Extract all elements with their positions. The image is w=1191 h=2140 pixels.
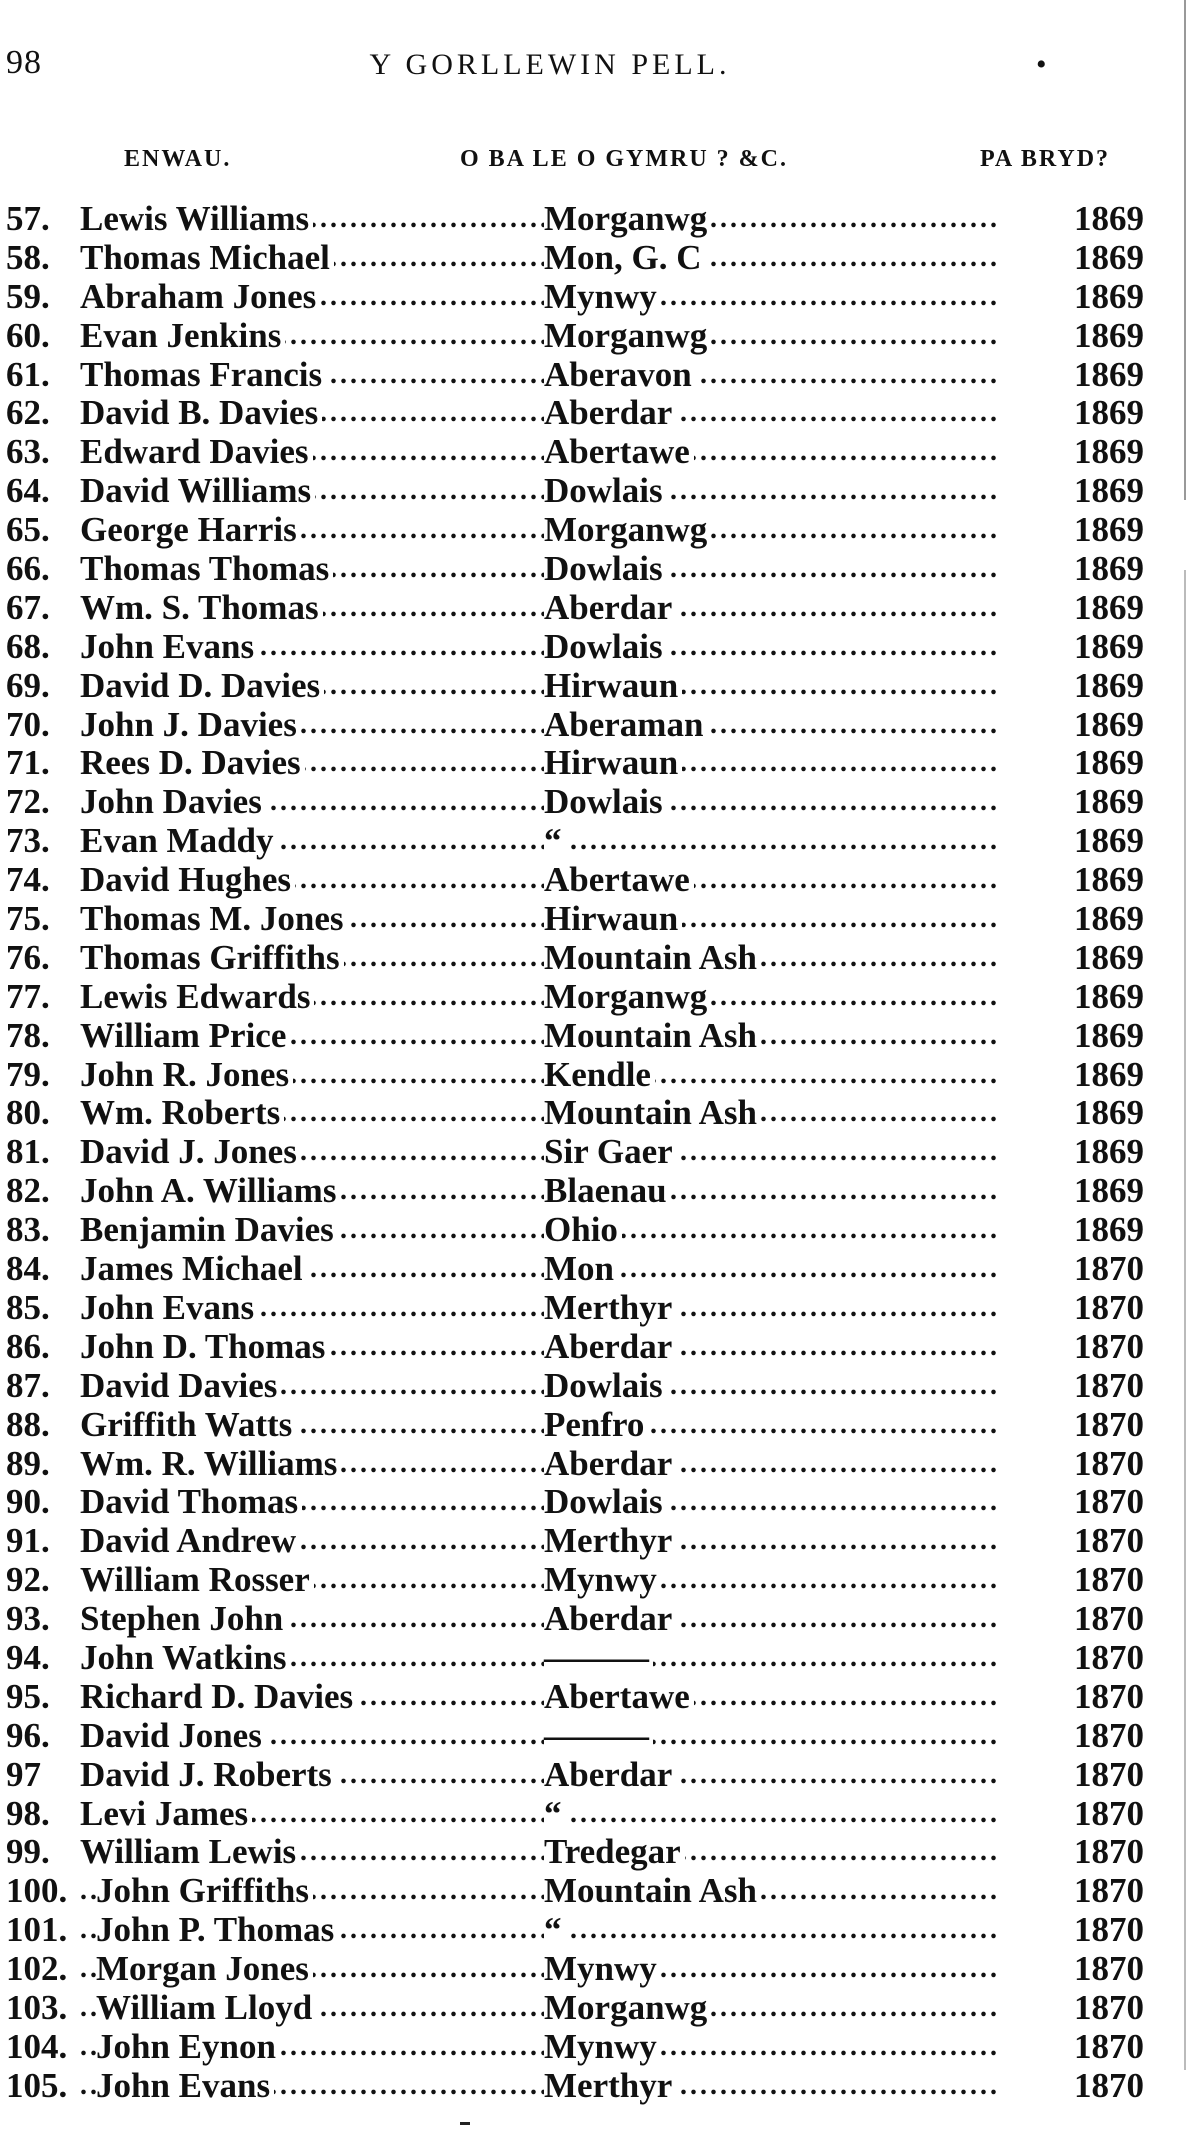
entry-number: 104. <box>6 2026 68 2066</box>
entry-year: 1870 <box>1074 1482 1144 1522</box>
entry-number: 85. <box>6 1287 50 1327</box>
entry-place: Kendle <box>544 1056 655 1095</box>
entry-number: 84. <box>6 1249 50 1289</box>
entry-year: 1870 <box>1074 1676 1144 1716</box>
page-edge-rule <box>1184 570 1186 2070</box>
entry-name: Evan Jenkins <box>80 317 285 356</box>
entry-name: Thomas M. Jones <box>80 900 348 939</box>
entry-name: William Price <box>80 1017 290 1056</box>
entry-name: John P. Thomas <box>96 1911 338 1950</box>
entry-number: 88. <box>6 1404 50 1444</box>
entry-place: Morganwg <box>544 511 711 550</box>
list-item <box>0 706 1150 745</box>
list-item <box>0 822 1150 861</box>
entry-name: David Hughes <box>80 861 295 900</box>
entry-year: 1869 <box>1074 860 1144 900</box>
entry-year: 1869 <box>1074 354 1144 394</box>
entry-place: Abertawe <box>544 1678 694 1717</box>
list-item <box>0 1911 1150 1950</box>
entry-name: Thomas Griffiths <box>80 939 344 978</box>
list-item <box>0 861 1150 900</box>
entry-place: Merthyr <box>544 1522 676 1561</box>
list-item <box>0 978 1150 1017</box>
entry-place: Mynwy <box>544 278 661 317</box>
entry-name: Rees D. Davies <box>80 744 305 783</box>
entry-number: 62. <box>6 393 50 433</box>
entry-name: Wm. R. Williams <box>80 1445 341 1484</box>
entry-place: Aberdar <box>544 1600 676 1639</box>
entry-number: 59. <box>6 276 50 316</box>
entry-place: Aberavon <box>544 356 696 395</box>
entry-place: Mountain Ash <box>544 939 761 978</box>
entry-number: 60. <box>6 315 50 355</box>
entry-number: 101. <box>6 1910 68 1950</box>
entry-year: 1870 <box>1074 1754 1144 1794</box>
entry-name: David Williams <box>80 472 315 511</box>
running-title: Y GORLLEWIN PELL. <box>369 48 731 81</box>
entry-place: Abertawe <box>544 861 694 900</box>
entry-year: 1869 <box>1074 315 1144 355</box>
entry-name: John Griffiths <box>96 1872 313 1911</box>
list-item <box>0 2028 1150 2067</box>
entry-year: 1870 <box>1074 2026 1144 2066</box>
entry-year: 1869 <box>1074 1093 1144 1133</box>
entry-place: Morganwg <box>544 1989 711 2028</box>
entry-number: 74. <box>6 860 50 900</box>
list-item <box>0 1056 1150 1095</box>
entry-year: 1869 <box>1074 237 1144 277</box>
entry-name: Lewis Edwards <box>80 978 314 1017</box>
entry-place: Aberdar <box>544 1328 676 1367</box>
entry-number: 72. <box>6 782 50 822</box>
list-item <box>0 1600 1150 1639</box>
entry-year: 1869 <box>1074 821 1144 861</box>
list-item <box>0 1172 1150 1211</box>
list-item <box>0 1094 1150 1133</box>
list-item <box>0 783 1150 822</box>
list-item <box>0 1250 1150 1289</box>
entry-place: Dowlais <box>544 1367 667 1406</box>
entry-name: William Rosser <box>80 1561 314 1600</box>
entry-name: Griffith Watts <box>80 1406 296 1445</box>
entry-place: Morganwg <box>544 978 711 1017</box>
entry-place: Mountain Ash <box>544 1094 761 1133</box>
list-item <box>0 433 1150 472</box>
entry-place: Morganwg <box>544 200 711 239</box>
list-item <box>0 1289 1150 1328</box>
entry-name: Thomas Francis <box>80 356 326 395</box>
entry-number: 68. <box>6 626 50 666</box>
entry-year: 1869 <box>1074 743 1144 783</box>
entry-year: 1869 <box>1074 782 1144 822</box>
entry-number: 99. <box>6 1832 50 1872</box>
entry-number: 93. <box>6 1599 50 1639</box>
column-headers <box>0 146 1191 180</box>
entry-number: 79. <box>6 1054 50 1094</box>
list-item <box>0 939 1150 978</box>
entry-number: 100. <box>6 1871 68 1911</box>
entry-year: 1870 <box>1074 1871 1144 1911</box>
entry-number: 75. <box>6 899 50 939</box>
column-header-name: ENWAU. <box>124 146 232 172</box>
entry-number: 102. <box>6 1949 68 1989</box>
entry-place: Aberdar <box>544 394 676 433</box>
entry-name: Thomas Michael <box>80 239 334 278</box>
entry-place: Dowlais <box>544 1483 667 1522</box>
list-item <box>0 1833 1150 1872</box>
list-item <box>0 1367 1150 1406</box>
entry-year: 1869 <box>1074 1132 1144 1172</box>
entry-place: Hirwaun <box>544 667 682 706</box>
list-item <box>0 317 1150 356</box>
entry-name: David D. Davies <box>80 667 324 706</box>
entry-year: 1869 <box>1074 1171 1144 1211</box>
entry-number: 77. <box>6 976 50 1016</box>
entry-name: Levi James <box>80 1795 252 1834</box>
entry-year: 1869 <box>1074 665 1144 705</box>
entry-name: Thomas Thomas <box>80 550 333 589</box>
entry-year: 1869 <box>1074 432 1144 472</box>
entry-year: 1870 <box>1074 1793 1144 1833</box>
entry-number: 70. <box>6 704 50 744</box>
entry-year: 1869 <box>1074 704 1144 744</box>
list-item <box>0 1133 1150 1172</box>
entry-year: 1869 <box>1074 587 1144 627</box>
list-item <box>0 1406 1150 1445</box>
entry-number: 83. <box>6 1210 50 1250</box>
entry-number: 76. <box>6 937 50 977</box>
entry-name: Evan Maddy <box>80 822 278 861</box>
entry-place: Tredegar <box>544 1833 685 1872</box>
list-item <box>0 1872 1150 1911</box>
column-header-place: O BA LE O GYMRU ? &C. <box>460 146 789 172</box>
list-item <box>0 589 1150 628</box>
emigrant-list <box>0 200 1150 2106</box>
entry-name: David Jones <box>80 1717 266 1756</box>
entry-place: Mountain Ash <box>544 1017 761 1056</box>
list-item <box>0 667 1150 706</box>
entry-number: 89. <box>6 1443 50 1483</box>
entry-name: Wm. S. Thomas <box>80 589 323 628</box>
entry-name: John A. Williams <box>80 1172 340 1211</box>
list-item <box>0 356 1150 395</box>
entry-place: Aberdar <box>544 1445 676 1484</box>
entry-name: John Evans <box>96 2067 274 2106</box>
bullet-mark: • <box>1036 48 1047 81</box>
list-item <box>0 628 1150 667</box>
entry-name: John R. Jones <box>80 1056 293 1095</box>
entry-year: 1870 <box>1074 1832 1144 1872</box>
entry-name: John Eynon <box>96 2028 280 2067</box>
list-item <box>0 2067 1150 2106</box>
entry-year: 1869 <box>1074 1210 1144 1250</box>
entry-place: Mynwy <box>544 2028 661 2067</box>
entry-name: John Evans <box>80 628 258 667</box>
entry-year: 1869 <box>1074 1054 1144 1094</box>
entry-place: Hirwaun <box>544 900 682 939</box>
entry-name: Wm. Roberts <box>80 1094 284 1133</box>
entry-number: 63. <box>6 432 50 472</box>
entry-place: Abertawe <box>544 433 694 472</box>
entry-number: 58. <box>6 237 50 277</box>
entry-name: David Davies <box>80 1367 281 1406</box>
entry-year: 1869 <box>1074 1015 1144 1055</box>
entry-place: Ohio <box>544 1211 622 1250</box>
entry-number: 103. <box>6 1987 68 2027</box>
entry-name: David B. Davies <box>80 394 322 433</box>
entry-place: Aberdar <box>544 589 676 628</box>
entry-year: 1870 <box>1074 1443 1144 1483</box>
entry-number: 86. <box>6 1326 50 1366</box>
entry-place: Aberaman <box>544 706 707 745</box>
entry-name: William Lewis <box>80 1833 300 1872</box>
entry-place: “ <box>544 1911 566 1950</box>
entry-place: Aberdar <box>544 1756 676 1795</box>
entry-year: 1870 <box>1074 1404 1144 1444</box>
entry-year: 1869 <box>1074 899 1144 939</box>
list-item <box>0 1522 1150 1561</box>
entry-place: Dowlais <box>544 783 667 822</box>
entry-year: 1869 <box>1074 510 1144 550</box>
entry-number: 78. <box>6 1015 50 1055</box>
entry-place: ——— <box>544 1717 653 1756</box>
entry-place: Mynwy <box>544 1561 661 1600</box>
entry-year: 1870 <box>1074 1287 1144 1327</box>
entry-place: ——— <box>544 1639 653 1678</box>
entry-name: John D. Thomas <box>80 1328 329 1367</box>
entry-place: Merthyr <box>544 2067 676 2106</box>
entry-name: Abraham Jones <box>80 278 320 317</box>
entry-year: 1869 <box>1074 471 1144 511</box>
list-item <box>0 200 1150 239</box>
entry-year: 1869 <box>1074 937 1144 977</box>
entry-year: 1869 <box>1074 393 1144 433</box>
entry-year: 1870 <box>1074 1560 1144 1600</box>
entry-year: 1870 <box>1074 1326 1144 1366</box>
list-item <box>0 1445 1150 1484</box>
entry-year: 1870 <box>1074 1249 1144 1289</box>
list-item <box>0 900 1150 939</box>
entry-number: 66. <box>6 549 50 589</box>
list-item <box>0 1017 1150 1056</box>
entry-number: 91. <box>6 1521 50 1561</box>
entry-number: 61. <box>6 354 50 394</box>
entry-name: David Andrew <box>80 1522 300 1561</box>
entry-place: Morganwg <box>544 317 711 356</box>
entry-year: 1869 <box>1074 626 1144 666</box>
entry-number: 57. <box>6 199 50 238</box>
entry-name: Benjamin Davies <box>80 1211 338 1250</box>
entry-place: Blaenau <box>544 1172 671 1211</box>
entry-name: John Davies <box>80 783 266 822</box>
entry-name: Morgan Jones <box>96 1950 313 1989</box>
entry-name: James Michael <box>80 1250 307 1289</box>
entry-name: John Evans <box>80 1289 258 1328</box>
list-item <box>0 550 1150 589</box>
entry-name: Richard D. Davies <box>80 1678 357 1717</box>
entry-place: Mon <box>544 1250 618 1289</box>
entry-place: Dowlais <box>544 550 667 589</box>
entry-place: Penfro <box>544 1406 648 1445</box>
list-item <box>0 1950 1150 1989</box>
entry-year: 1870 <box>1074 1910 1144 1950</box>
entry-place: Sir Gaer <box>544 1133 677 1172</box>
entry-number: 95. <box>6 1676 50 1716</box>
entry-year: 1870 <box>1074 1715 1144 1755</box>
entry-year: 1869 <box>1074 549 1144 589</box>
list-item <box>0 1756 1150 1795</box>
entry-year: 1870 <box>1074 1599 1144 1639</box>
entry-number: 81. <box>6 1132 50 1172</box>
list-item <box>0 1717 1150 1756</box>
entry-number: 64. <box>6 471 50 511</box>
entry-year: 1869 <box>1074 976 1144 1016</box>
entry-number: 73. <box>6 821 50 861</box>
entry-place: Mynwy <box>544 1950 661 1989</box>
entry-year: 1870 <box>1074 1949 1144 1989</box>
entry-name: Edward Davies <box>80 433 313 472</box>
entry-place: “ <box>544 822 566 861</box>
list-item <box>0 472 1150 511</box>
entry-place: Hirwaun <box>544 744 682 783</box>
page-header <box>0 44 1191 84</box>
entry-place: Merthyr <box>544 1289 676 1328</box>
entry-name: Lewis Williams <box>80 200 313 239</box>
list-item <box>0 744 1150 783</box>
footer-mark <box>460 2122 470 2125</box>
entry-name: John J. Davies <box>80 706 301 745</box>
entry-name: William Lloyd <box>96 1989 316 2028</box>
list-item <box>0 278 1150 317</box>
entry-number: 94. <box>6 1637 50 1677</box>
list-item <box>0 1561 1150 1600</box>
entry-name: David J. Roberts <box>80 1756 336 1795</box>
list-item <box>0 239 1150 278</box>
list-item <box>0 394 1150 433</box>
entry-name: Stephen John <box>80 1600 287 1639</box>
entry-year: 1870 <box>1074 1987 1144 2027</box>
entry-year: 1870 <box>1074 1365 1144 1405</box>
list-item <box>0 1678 1150 1717</box>
list-item <box>0 1328 1150 1367</box>
column-header-year: PA BRYD? <box>980 146 1111 172</box>
entry-number: 105. <box>6 2065 68 2105</box>
entry-number: 82. <box>6 1171 50 1211</box>
entry-year: 1870 <box>1074 2065 1144 2105</box>
entry-number: 65. <box>6 510 50 550</box>
list-item <box>0 1795 1150 1834</box>
entry-year: 1870 <box>1074 1637 1144 1677</box>
entry-number: 97 <box>6 1754 41 1794</box>
entry-number: 90. <box>6 1482 50 1522</box>
entry-number: 87. <box>6 1365 50 1405</box>
entry-place: “ <box>544 1795 566 1834</box>
entry-number: 98. <box>6 1793 50 1833</box>
entry-number: 67. <box>6 587 50 627</box>
entry-name: John Watkins <box>80 1639 291 1678</box>
entry-year: 1870 <box>1074 1521 1144 1561</box>
list-item <box>0 1483 1150 1522</box>
entry-place: Dowlais <box>544 472 667 511</box>
entry-name: David Thomas <box>80 1483 302 1522</box>
entry-year: 1869 <box>1074 276 1144 316</box>
entry-number: 69. <box>6 665 50 705</box>
entry-name: David J. Jones <box>80 1133 301 1172</box>
entry-number: 96. <box>6 1715 50 1755</box>
entry-number: 80. <box>6 1093 50 1133</box>
entry-name: George Harris <box>80 511 301 550</box>
list-item <box>0 1211 1150 1250</box>
entry-year: 1869 <box>1074 199 1144 238</box>
entry-number: 71. <box>6 743 50 783</box>
list-item <box>0 511 1150 550</box>
entry-place: Mon, G. C <box>544 239 706 278</box>
entry-place: Dowlais <box>544 628 667 667</box>
list-item <box>0 1639 1150 1678</box>
page-number: 98 <box>6 44 42 81</box>
list-item <box>0 1989 1150 2028</box>
entry-place: Mountain Ash <box>544 1872 761 1911</box>
entry-number: 92. <box>6 1560 50 1600</box>
